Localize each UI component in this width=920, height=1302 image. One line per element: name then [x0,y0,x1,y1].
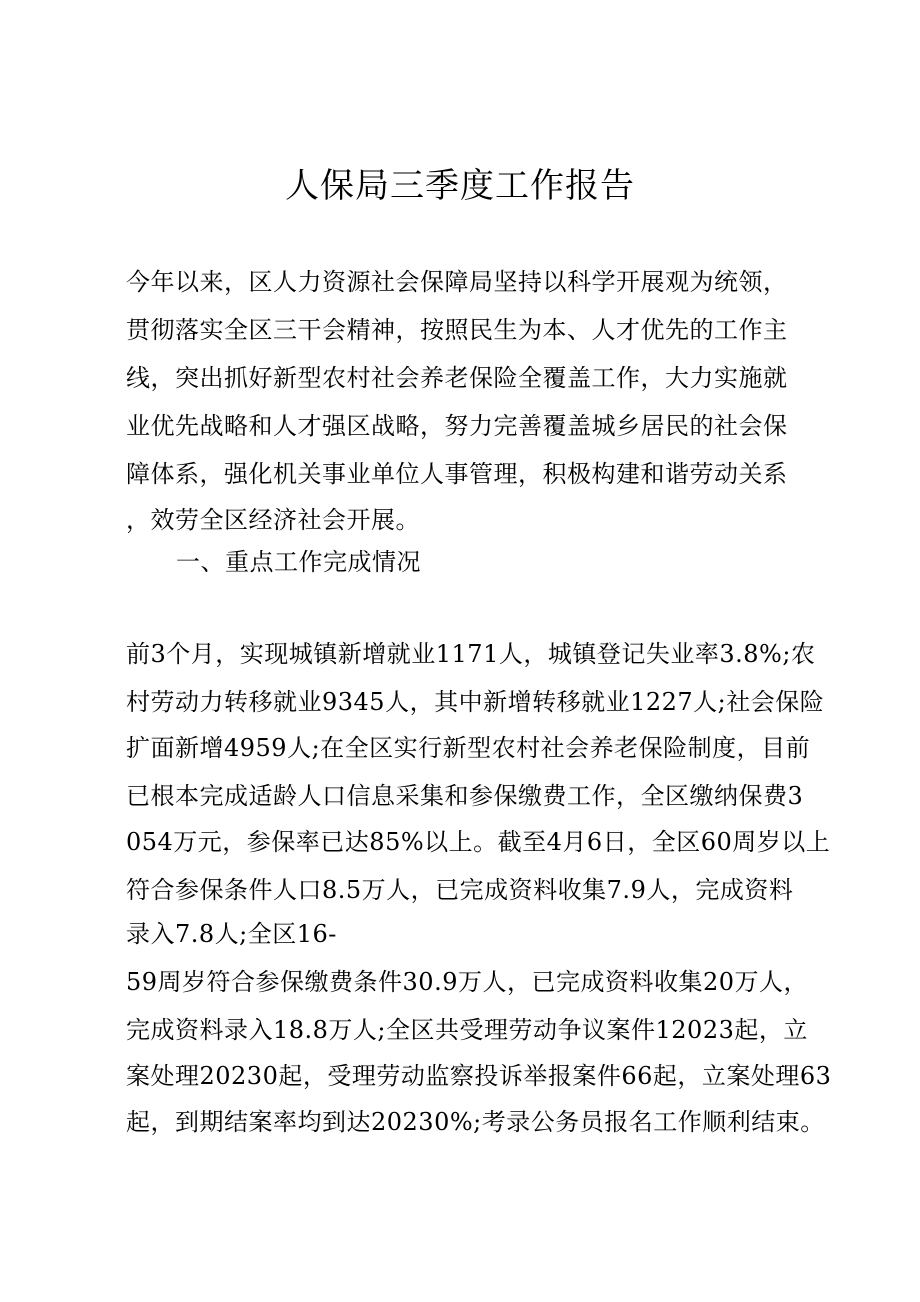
body-line: 完成资料录入18.8万人;全区共受理劳动争议案件12023起，立 [126,1016,808,1044]
body-line: 扩面新增4959人;在全区实行新型农村社会养老保险制度，目前 [126,734,811,762]
body-line: 符合参保条件人口8.5万人，已完成资料收集7.9人，完成资料 [126,876,794,904]
intro-line: 贯彻落实全区三干会精神，按照民生为本、人才优先的工作主 [126,316,788,344]
body-line: 录入7.8人;全区16- [126,920,337,948]
body-line: 054万元，参保率已达85%以上。截至4月6日，全区60周岁以上 [126,828,831,856]
body-line: 已根本完成适龄人口信息采集和参保缴费工作，全区缴纳保费3 [126,782,804,810]
body-line: 村劳动力转移就业9345人，其中新增转移就业1227人;社会保险 [126,688,825,716]
intro-line: 障体系，强化机关事业单位人事管理，积极构建和谐劳动关系 [126,460,788,488]
document-title: 人保局三季度工作报告 [285,166,635,206]
section-heading: 一、重点工作完成情况 [176,548,421,576]
body-line: 前3个月，实现城镇新增就业1171人，城镇登记失业率3.8%;农 [126,640,816,668]
body-line: 案处理20230起，受理劳动监察投诉举报案件66起，立案处理63 [126,1062,832,1090]
intro-line: 线，突出抓好新型农村社会养老保险全覆盖工作，大力实施就 [126,364,788,392]
body-line: 起，到期结案率均到达20230%;考录公务员报名工作顺利结束。 [126,1108,825,1136]
intro-line: 业优先战略和人才强区战略，努力完善覆盖城乡居民的社会保 [126,412,788,440]
body-line: 59周岁符合参保缴费条件30.9万人，已完成资料收集20万人， [126,968,809,996]
intro-line: ，效劳全区经济社会开展。 [126,506,420,534]
intro-line: 今年以来，区人力资源社会保障局坚持以科学开展观为统领， [126,268,788,296]
